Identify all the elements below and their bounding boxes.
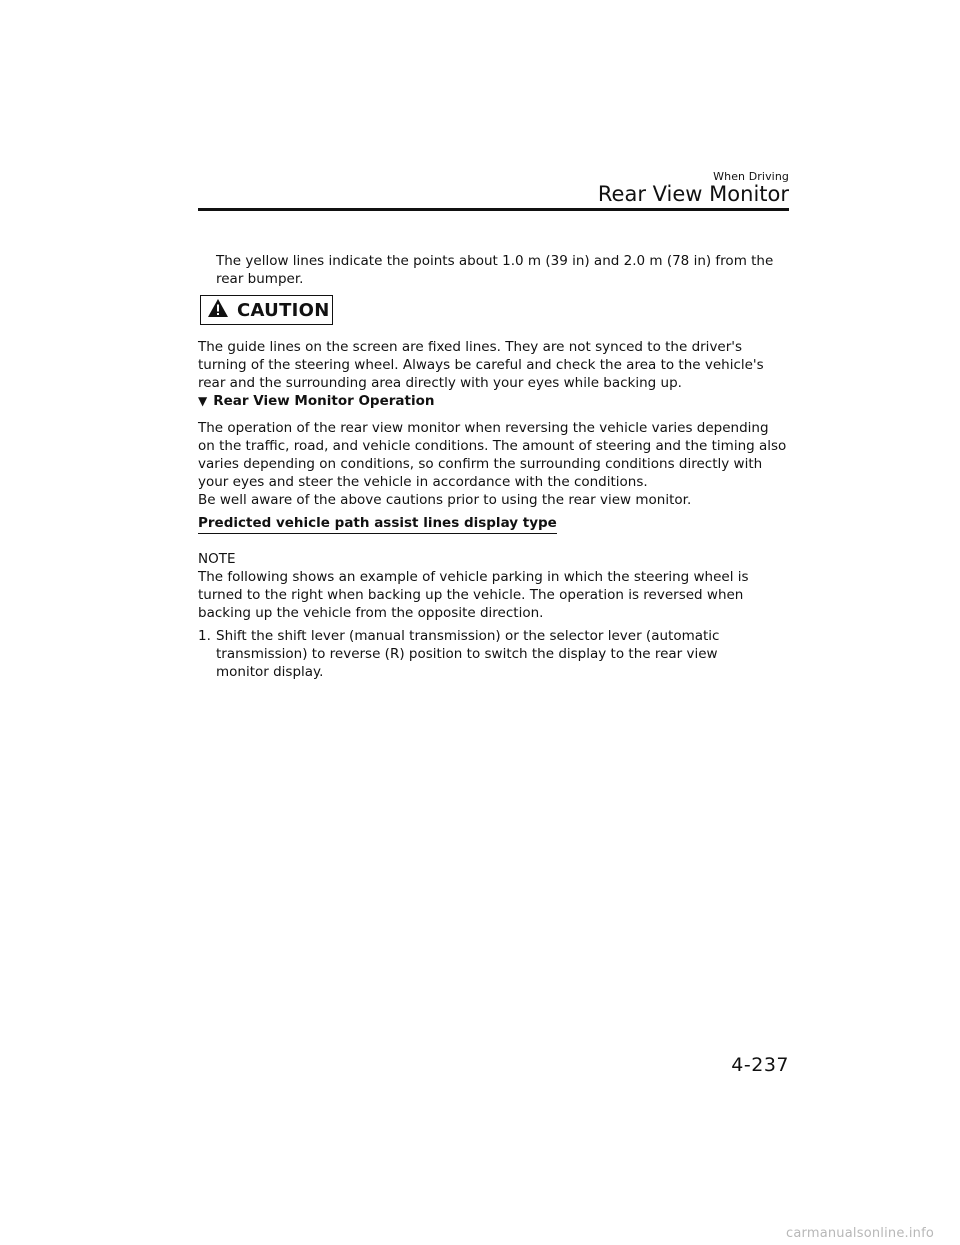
triangle-down-icon: ▼ [198, 394, 208, 408]
note-text: The following shows an example of vehicle parking in which the steering wheel is turned to the right when backing up the vehicle. The operation is reversed when backing up the vehicle from the opposite direction. [198, 569, 749, 621]
step-1-text: Shift the shift lever (manual transmission) or the selector lever (automatic transmission) to reverse (R) position to switch the display to the rear view monitor display. [216, 628, 720, 680]
operation-heading [198, 392, 434, 410]
predicted-heading: Predicted vehicle path assist lines display type [198, 514, 557, 534]
operation-paragraph-2: Be well aware of the above cautions prior to using the rear view monitor. [198, 492, 692, 508]
caution-box [200, 295, 333, 325]
running-header-title: Rear View Monitor [597, 182, 789, 206]
note-label: NOTE [198, 551, 236, 567]
operation-heading-text: Rear View Monitor Operation [213, 393, 435, 409]
page-number: 4-237 [731, 1054, 789, 1076]
warning-triangle-icon [207, 298, 229, 322]
intro-paragraph: The yellow lines indicate the points about 1.0 m (39 in) and 2.0 m (78 in) from the rear bumper. [216, 253, 774, 287]
caution-label: CAUTION [237, 299, 330, 321]
watermark: carmanualsonline.info [786, 1226, 935, 1241]
running-header-section: When Driving [713, 170, 789, 183]
step-1-number: 1. [198, 628, 211, 644]
operation-paragraph-1: The operation of the rear view monitor when reversing the vehicle varies depending on the traffic, road, and vehicle conditions. The amount of steering and the timing also varies depending on conditions, so confirm the surrounding conditions directly with your eyes and steer the vehicle in accordance with the conditions. [198, 420, 787, 490]
header-rule [198, 208, 789, 211]
caution-text: The guide lines on the screen are fixed lines. They are not synced to the driver's turning of the steering wheel. Always be careful and check the area to the vehicle's rear and the surrounding area directly with your eyes while backing up. [198, 339, 764, 391]
